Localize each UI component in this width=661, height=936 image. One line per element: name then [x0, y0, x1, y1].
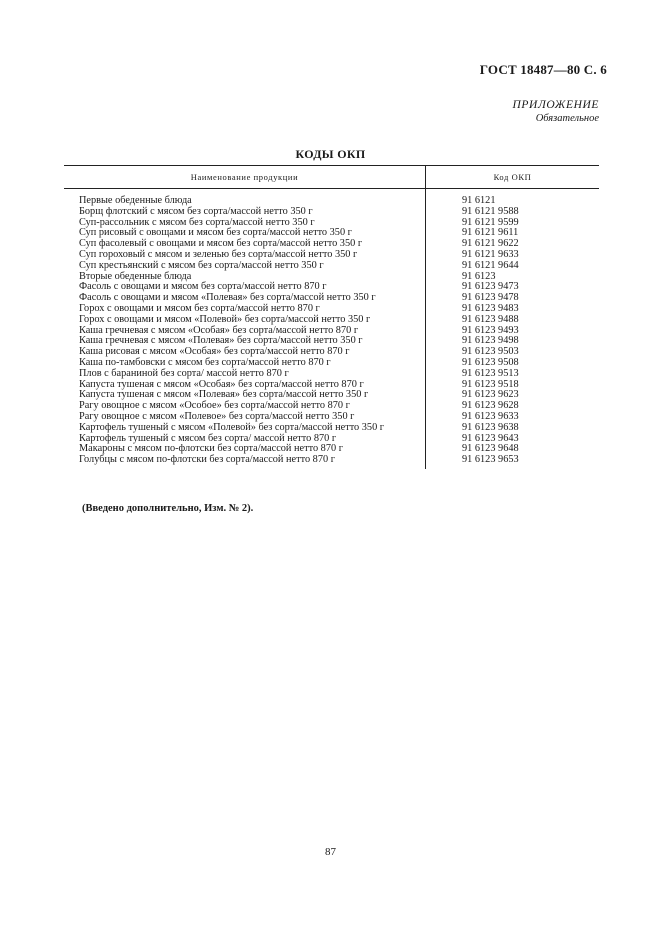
product-name-cell: Картофель тушеный с мясом «Полевой» без сорта/массой нетто 350 г: [64, 423, 426, 434]
okp-code-cell: 91 6123: [462, 270, 496, 282]
okp-code-cell: 91 6123 9498: [462, 335, 519, 347]
product-name-cell: Суп крестьянский с мясом без сорта/массой нетто 350 г: [64, 261, 426, 272]
okp-code-cell: 91 6121 9644: [462, 259, 519, 271]
table-row: [64, 189, 599, 207]
column-header-product-name: Наименование продукции: [64, 166, 426, 189]
okp-code-cell: 91 6123 9503: [462, 346, 519, 358]
okp-code-cell: 91 6121: [462, 195, 496, 206]
product-name-cell: Суп рисовый с овощами и мясом без сорта/массой нетто 350 г: [64, 228, 426, 239]
table-row: [64, 423, 599, 434]
okp-code-cell: 91 6121 9611: [462, 227, 519, 239]
okp-code-cell: 91 6123 9493: [462, 324, 519, 336]
okp-code-cell: 91 6123 9513: [462, 367, 519, 379]
table-title: КОДЫ ОКП: [295, 147, 366, 161]
okp-code-cell: 91 6123 9488: [462, 313, 519, 325]
product-name-cell: Рагу овощное с мясом «Особое» без сорта/массой нетто 870 г: [64, 401, 426, 412]
okp-code-cell: 91 6121 9622: [462, 238, 519, 250]
okp-code-cell: 91 6123 9653: [462, 454, 519, 466]
product-name-cell: Суп фасолевый с овощами и мясом без сорта/массой нетто 350 г: [64, 239, 426, 250]
product-name-cell: Первые обеденные блюда: [64, 189, 426, 207]
table-body: [64, 189, 599, 469]
okp-code-cell: 91 6123 9643: [462, 432, 519, 444]
product-name-cell: Рагу овощное с мясом «Полевое» без сорта/массой нетто 350 г: [64, 412, 426, 423]
product-name-cell: Горох с овощами и мясом без сорта/массой нетто 870 г: [64, 304, 426, 315]
product-name-cell: Горох с овощами и мясом «Полевой» без сорта/массой нетто 350 г: [64, 315, 426, 326]
table-row: [64, 261, 599, 272]
product-name-cell: Картофель тушеный с мясом без сорта/ массой нетто 870 г: [64, 434, 426, 445]
table-row: [64, 455, 599, 469]
okp-code-cell: 91 6123 9508: [462, 356, 519, 368]
appendix-label: [513, 98, 599, 126]
table-header-row: [64, 166, 599, 189]
product-name-cell: Суп гороховый с мясом и зеленью без сорта/массой нетто 350 г: [64, 250, 426, 261]
product-name-cell: Фасоль с овощами и мясом «Полевая» без сорта/массой нетто 350 г: [64, 293, 426, 304]
okp-codes-table: [64, 165, 598, 469]
product-name-cell: Капуста тушеная с мясом «Полевая» без сорта/массой нетто 350 г: [64, 390, 426, 401]
column-header-okp-code: Код ОКП: [426, 166, 600, 189]
okp-code-cell: 91 6123 9478: [462, 292, 519, 304]
product-name-cell: Борщ флотский с мясом без сорта/массой нетто 350 г: [64, 207, 426, 218]
page-header: ГОСТ 18487—80 С. 6: [479, 62, 607, 77]
okp-code-cell: 91 6123 9623: [462, 389, 519, 401]
product-name-cell: Плов с бараниной без сорта/ массой нетто 870 г: [64, 369, 426, 380]
okp-code-cell: 91 6121 9633: [462, 248, 519, 260]
okp-code-cell: 91 6123 9473: [462, 281, 519, 293]
product-name-cell: Капуста тушеная с мясом «Особая» без сорта/массой нетто 870 г: [64, 380, 426, 391]
okp-code-cell: 91 6123 9638: [462, 421, 519, 433]
product-name-cell: Суп-рассольник с мясом без сорта/массой нетто 350 г: [64, 218, 426, 229]
product-name-cell: Вторые обеденные блюда: [64, 272, 426, 283]
okp-code-cell: 91 6123 9483: [462, 302, 519, 314]
product-name-cell: Макароны с мясом по-флотски без сорта/массой нетто 870 г: [64, 444, 426, 455]
appendix-title: ПРИЛОЖЕНИЕ: [512, 99, 599, 111]
page-number: 87: [325, 846, 336, 858]
product-name-cell: Каша по-тамбовски с мясом без сорта/массой нетто 870 г: [64, 358, 426, 369]
table-row: [64, 315, 599, 326]
product-name-cell: Каша рисовая с мясом «Особая» без сорта/массой нетто 870 г: [64, 347, 426, 358]
okp-code-cell: 91 6123 9518: [462, 378, 519, 390]
appendix-subtitle: Обязательное: [535, 113, 599, 124]
product-name-cell: Каша гречневая с мясом «Особая» без сорта/массой нетто 870 г: [64, 326, 426, 337]
product-name-cell: Каша гречневая с мясом «Полевая» без сорта/массой нетто 350 г: [64, 336, 426, 347]
okp-code-cell: 91 6123 9648: [462, 443, 519, 455]
amendment-note: (Введено дополнительно, Изм. № 2).: [82, 503, 254, 514]
table-row: [64, 369, 599, 380]
product-name-cell: Фасоль с овощами и мясом без сорта/массой нетто 870 г: [64, 282, 426, 293]
okp-code-cell: 91 6121 9599: [462, 216, 519, 228]
okp-code-cell: 91 6121 9588: [462, 205, 519, 217]
table-row: [64, 207, 599, 218]
okp-code-cell: 91 6123 9628: [462, 400, 519, 412]
okp-code-cell: 91 6123 9633: [462, 410, 519, 422]
product-name-cell: Голубцы с мясом по-флотски без сорта/массой нетто 870 г: [64, 455, 426, 469]
